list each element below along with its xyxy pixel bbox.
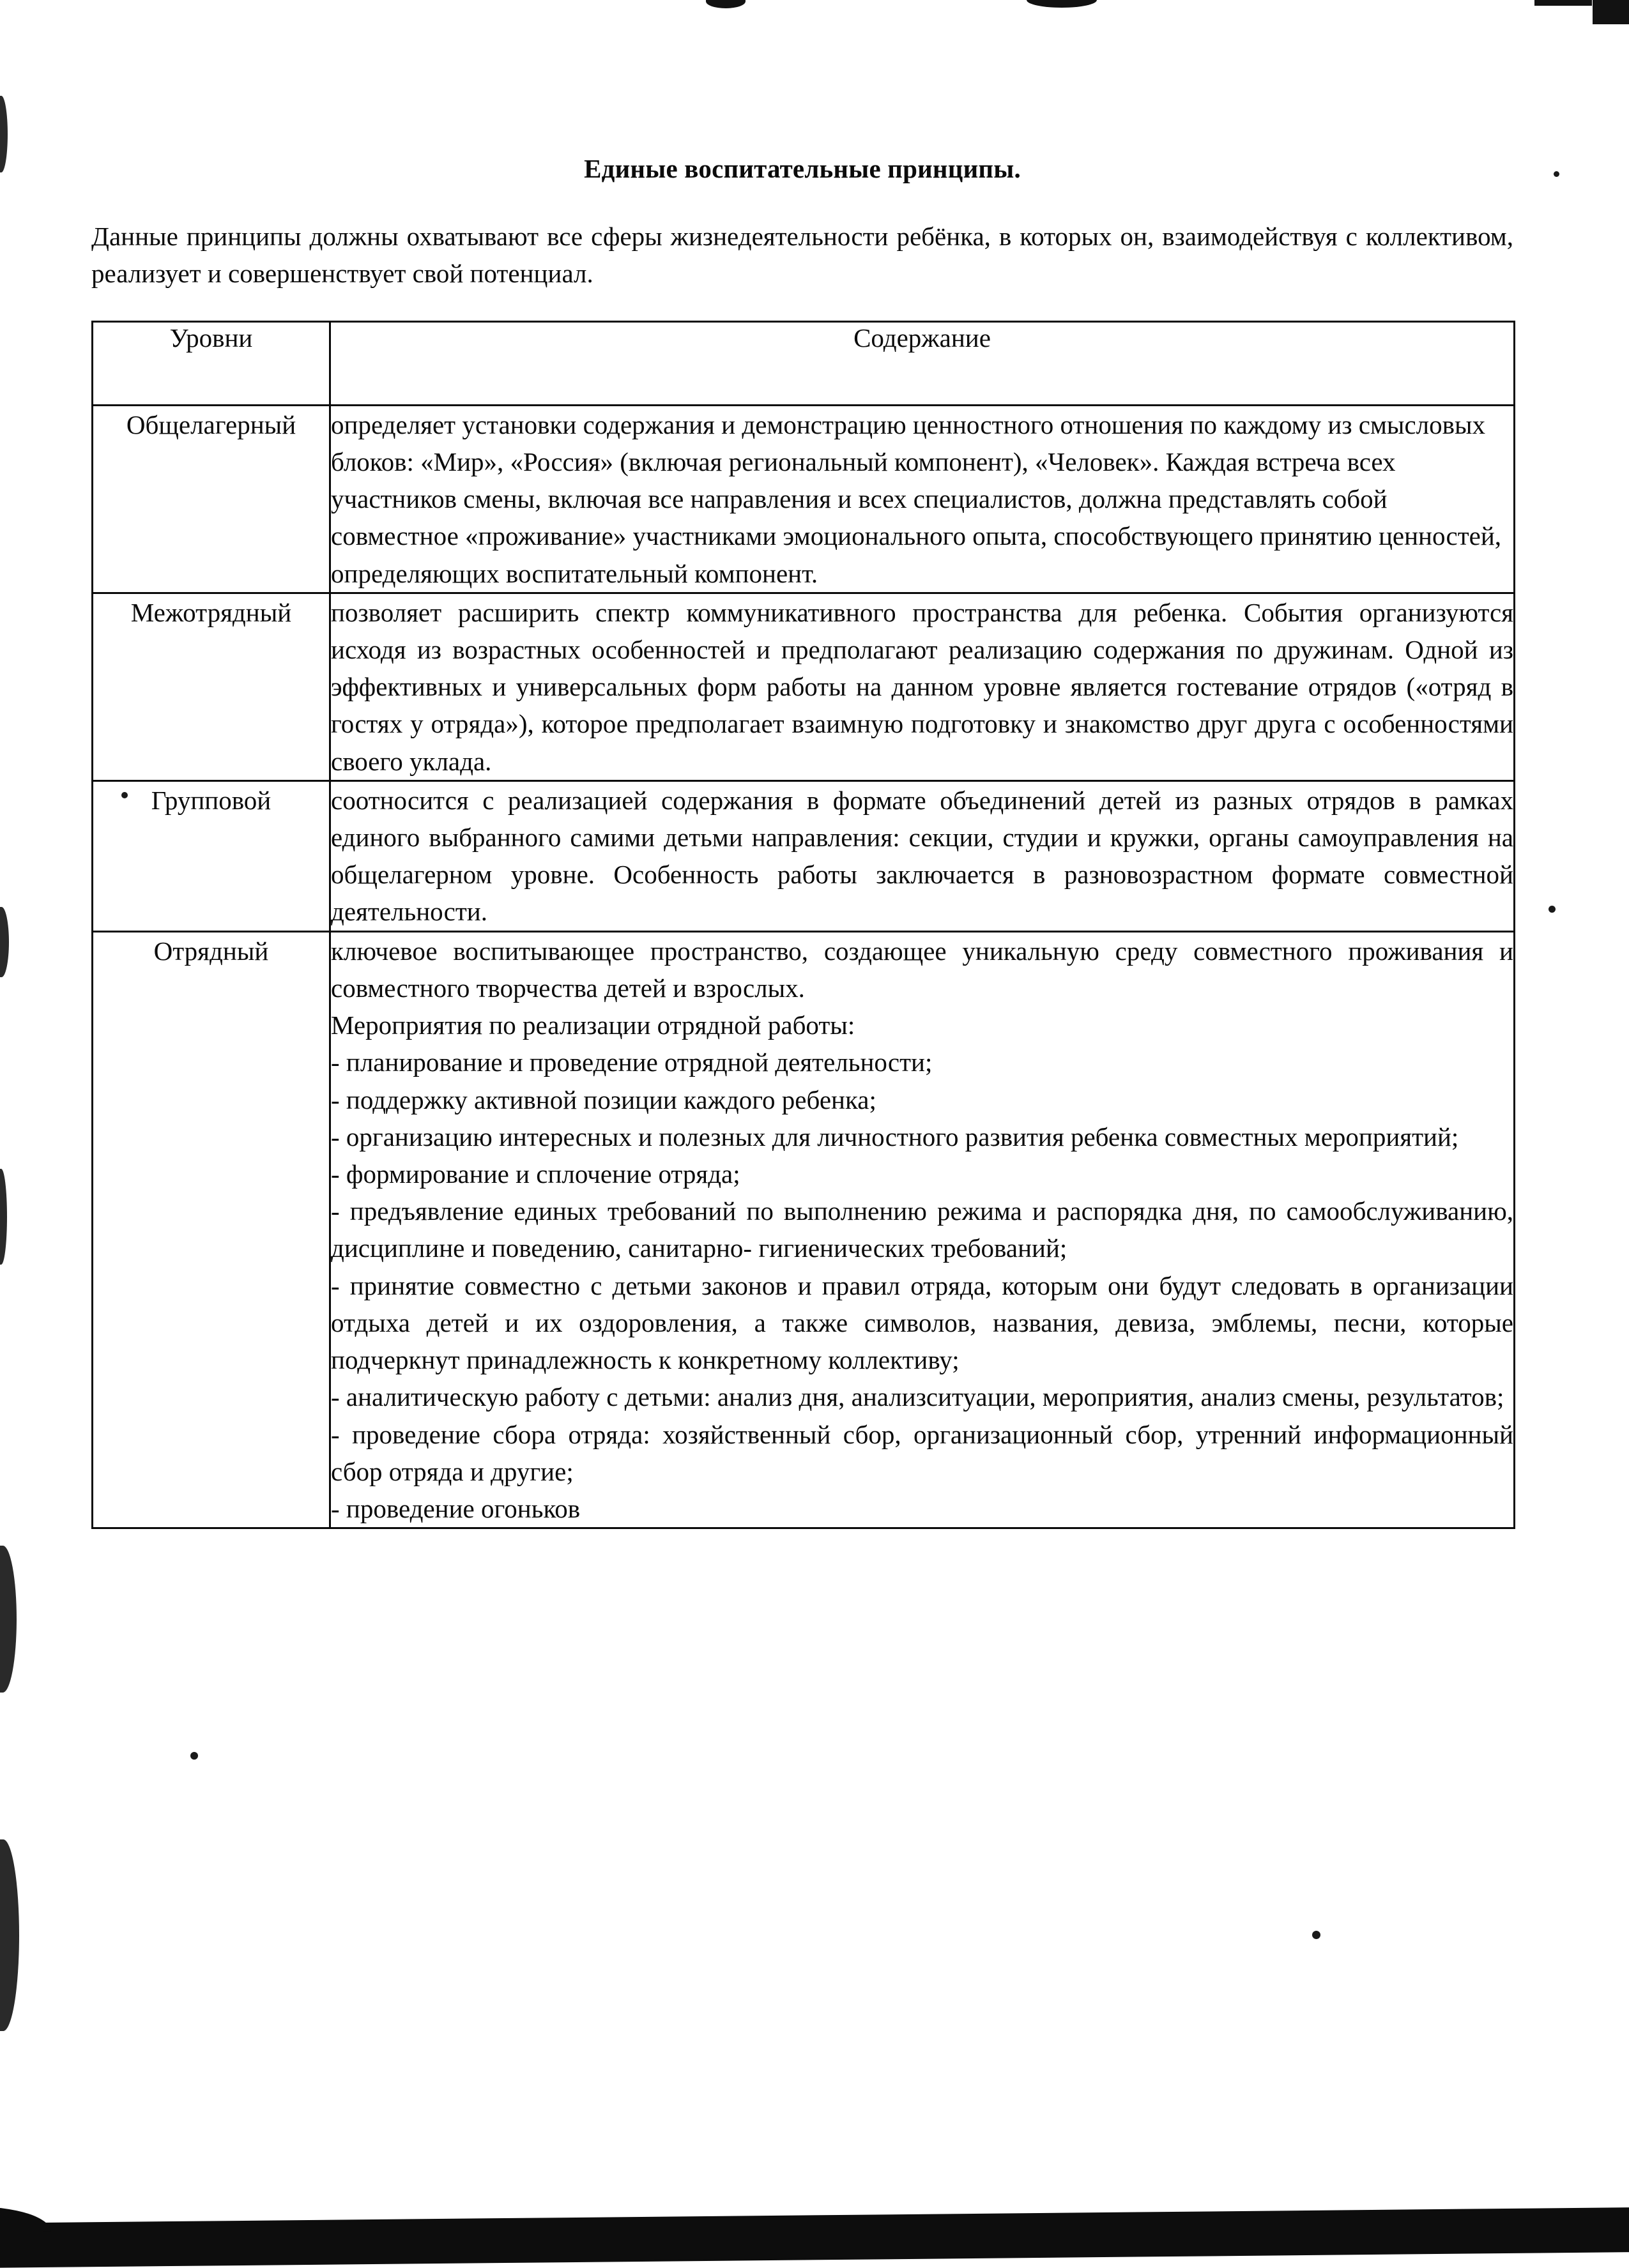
scan-artifact-left-5 [0,1839,19,2031]
list-item: - формирование и сплочение отряда; [331,1159,740,1189]
level-name: Групповой [93,780,330,931]
content-intro-paragraph: ключевое воспитывающее пространство, создающее уникальную среду совместного проживания и совместного творчества детей и взрослых. [331,936,1513,1003]
level-content [330,593,1515,780]
list-item: - принятие совместно с детьми законов и правил отряда, которым они будут следовать в организации отдыха детей и их оздоровления, а также символов, названия, девиза, эмблемы, песни, которые подчеркнут принадлежность к конкретному коллективу; [331,1270,1513,1375]
column-header-level: Уровни [93,321,330,405]
list-item: - предъявление единых требований по выполнению режима и распорядка дня, по самообслуживанию, дисциплине и поведению, санитарно- гигиенических требований; [331,1196,1513,1263]
scan-speck-2 [1549,906,1556,913]
scan-artifact-top-1 [706,0,746,8]
scan-speck-1 [1554,171,1559,177]
list-item: - аналитическую работу с детьми: анализ дня, анализситуации, мероприятия, анализ смены, результатов; [331,1382,1504,1412]
scan-artifact-top-2 [1027,0,1097,8]
table-header-row [93,321,1515,405]
list-item: - поддержку активной позиции каждого ребенка; [331,1085,876,1115]
table-row [93,405,1515,593]
scan-speck-3 [1312,1931,1320,1939]
level-content [330,780,1515,931]
content-paragraph: соотносится с реализацией содержания в формате объединений детей из разных отрядов в рамках единого выбранного самими детьми направления: секции, студии и кружки, органы самоуправления на общелагерном уровне. Особенность работы заключается в разновозрастном формате совместной деятельности. [331,785,1513,927]
list-item: - проведение сбора отряда: хозяйственный сбор, организационный сбор, утренний информационный сбор отряда и другие; [331,1419,1513,1486]
page-title: Единые воспитательные принципы. [584,154,1021,183]
scan-artifact-top-3 [1534,0,1592,6]
level-name: Отрядный [93,931,330,1528]
level-name: Общелагерный [93,405,330,593]
levels-table [91,321,1515,1530]
scan-artifact-left-3 [0,1169,7,1265]
intro-paragraph: Данные принципы должны охватывают все сферы жизнедеятельности ребёнка, в которых он, взаимодействуя с коллективом, реализует и совершенствует свой потенциал. [91,222,1513,289]
scan-speck-5 [190,1752,198,1760]
table-row [93,780,1515,931]
list-item: - проведение огоньков [331,1493,581,1523]
scan-artifact-left-1 [0,96,8,172]
column-header-content: Содержание [330,321,1515,405]
scan-artifact-left-2 [0,907,9,977]
content-list-heading: Мероприятия по реализации отрядной работы: [331,1010,855,1040]
table-row [93,931,1515,1528]
level-name: Межотрядный [93,593,330,780]
content-paragraph: определяет установки содержания и демонстрацию ценностного отношения по каждому из смысловых блоков: «Мир», «Россия» (включая региональный компонент), «Человек». Каждая встреча всех участников смены, включая все направления и всех специалистов, должна представлять собой совместное «проживание» участниками эмоционального опыта, способствующего принятию ценностей, определяющих воспитательный компонент. [331,409,1502,588]
table-row [93,593,1515,780]
list-item: - планирование и проведение отрядной деятельности; [331,1047,933,1077]
document-body [91,153,1513,1529]
list-item: - организацию интересных и полезных для личностного развития ребенка совместных мероприятий; [331,1122,1459,1152]
level-content [330,405,1515,593]
scan-artifact-bottom-edge [0,2207,1629,2268]
level-content [330,931,1515,1528]
content-paragraph: позволяет расширить спектр коммуникативного пространства для ребенка. События организуются исходя из возрастных особенностей и предполагают реализацию содержания по дружинам. Одной из эффективных и универсальных форм работы на данном уровне является гостевание отрядов («отряд в гостях у отряда»), которое предполагает взаимную подготовку и знакомство друг друга с особенностями своего уклада. [331,597,1513,776]
scan-artifact-left-4 [0,1546,17,1693]
scan-artifact-top-4 [1593,0,1629,24]
